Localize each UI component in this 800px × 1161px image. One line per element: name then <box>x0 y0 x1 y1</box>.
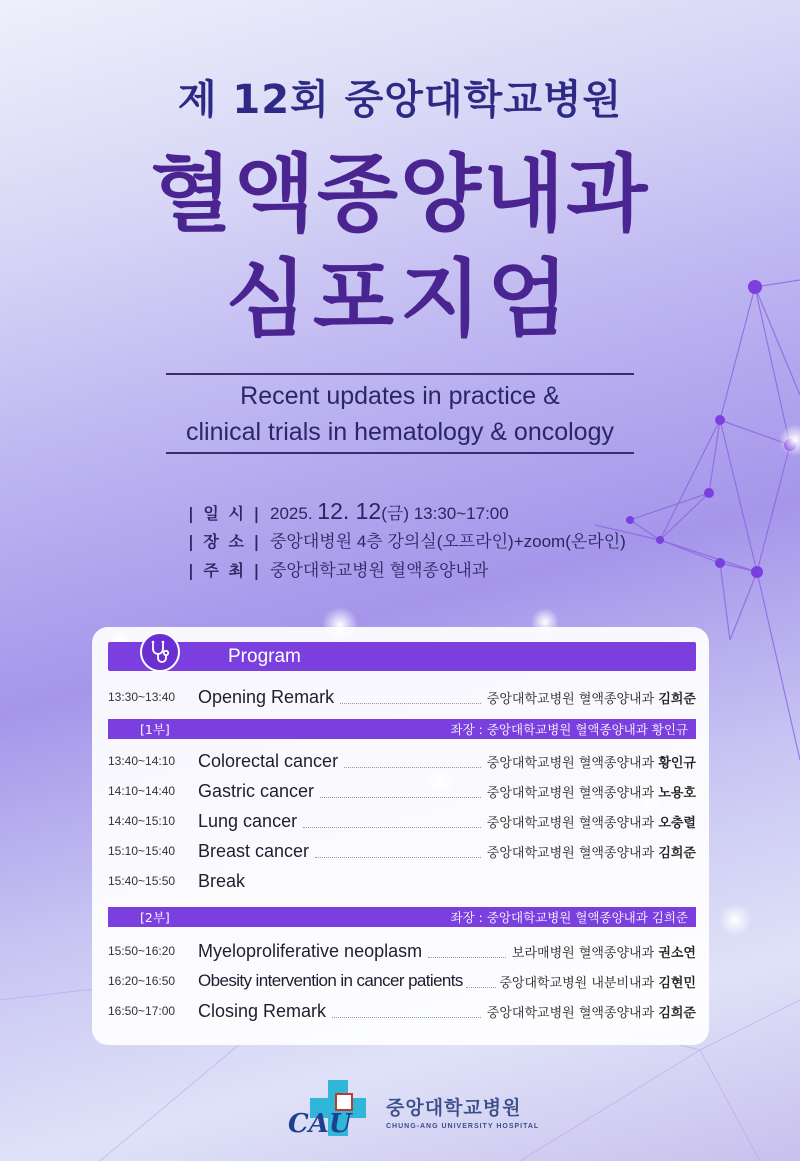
leader-dots <box>466 975 497 988</box>
session-1-chair: 좌장 : 중앙대학교병원 혈액종양내과 황인규 <box>450 722 688 737</box>
row-time: 13:30~13:40 <box>108 690 176 704</box>
date-value <box>270 498 509 525</box>
row-time: 16:20~16:50 <box>108 974 176 988</box>
subtitle <box>0 378 800 450</box>
date-day: 12. 12 <box>317 498 382 524</box>
row-speaker: 중앙대학교병원 내분비내과 김현민 <box>499 975 696 991</box>
row-speaker: 보라매병원 혈액종양내과 권소연 <box>511 945 696 961</box>
event-info <box>188 498 626 585</box>
stethoscope-icon <box>140 632 180 672</box>
leader-dots <box>344 755 481 768</box>
date-year: 2025. <box>270 504 313 523</box>
row-topic: Obesity intervention in cancer patients <box>198 971 463 990</box>
title-divider-top <box>166 373 634 375</box>
date-row <box>188 498 626 527</box>
row-topic: Opening Remark <box>198 686 335 707</box>
leader-dots <box>315 845 481 858</box>
hospital-name-korean: 중앙대학교병원 <box>386 1097 522 1119</box>
session-1-header <box>108 719 696 739</box>
program-card <box>92 627 709 1045</box>
row-speaker: 중앙대학교병원 혈액종양내과 김희준 <box>486 691 696 707</box>
session-2-chair: 좌장 : 중앙대학교병원 혈액종양내과 김희준 <box>450 910 688 925</box>
program-row <box>108 749 696 773</box>
hospital-name <box>386 1093 539 1130</box>
place-label: | 장 소 | <box>188 532 262 551</box>
row-time: 13:40~14:10 <box>108 754 176 768</box>
program-row <box>108 839 696 863</box>
row-topic: Myeloproliferative neoplasm <box>198 940 423 961</box>
program-row <box>108 809 696 833</box>
department-title: 혈액종양내과 <box>150 145 650 243</box>
program-row-opening <box>108 685 696 709</box>
date-time: (금) 13:30~17:00 <box>381 504 509 523</box>
row-topic: Colorectal cancer <box>198 750 339 771</box>
row-topic: Closing Remark <box>198 1000 327 1021</box>
host-row <box>188 556 626 585</box>
place-row <box>188 527 626 556</box>
row-topic: Breast cancer <box>198 840 310 861</box>
row-topic: Lung cancer <box>198 810 298 831</box>
program-row <box>108 939 696 963</box>
session-1-label: [1부] <box>140 722 170 737</box>
row-time: 16:50~17:00 <box>108 1004 176 1018</box>
row-topic: Gastric cancer <box>198 780 315 801</box>
symposium-title: 심포지엄 <box>225 250 575 348</box>
place-value: 중앙대병원 4층 강의실(오프라인)+zoom(온라인) <box>270 532 626 551</box>
session-2-header <box>108 907 696 927</box>
subtitle-line-2: clinical trials in hematology & oncology <box>186 418 614 446</box>
row-time: 15:40~15:50 <box>108 874 176 888</box>
leader-dots <box>320 785 481 798</box>
leader-dots <box>428 945 506 958</box>
program-title: Program <box>228 646 301 667</box>
row-topic: Break <box>198 870 246 891</box>
hospital-name-english: CHUNG-ANG UNIVERSITY HOSPITAL <box>386 1123 540 1130</box>
date-label: | 일 시 | <box>188 504 262 523</box>
row-speaker: 중앙대학교병원 혈액종양내과 황인규 <box>486 755 696 771</box>
row-speaker: 중앙대학교병원 혈액종양내과 김희준 <box>486 1005 696 1021</box>
row-time: 14:10~14:40 <box>108 784 176 798</box>
leader-dots <box>303 815 481 828</box>
leader-dots <box>332 1005 481 1018</box>
row-speaker: 중앙대학교병원 혈액종양내과 노용호 <box>486 785 696 801</box>
title-divider-bottom <box>166 452 634 454</box>
program-row-break <box>108 869 696 893</box>
row-speaker: 중앙대학교병원 혈액종양내과 오충렬 <box>486 815 696 831</box>
leader-dots <box>340 691 481 704</box>
program-row <box>108 969 696 993</box>
program-header <box>108 642 696 671</box>
row-time: 14:40~15:10 <box>108 814 176 828</box>
event-edition-title: 제 12회 중앙대학교병원 <box>177 77 623 123</box>
cau-logo-mark <box>288 1080 383 1140</box>
program-row-closing <box>108 999 696 1023</box>
subtitle-line-1: Recent updates in practice & <box>240 382 560 410</box>
host-value: 중앙대학교병원 혈액종양내과 <box>270 561 489 580</box>
row-time: 15:50~16:20 <box>108 944 176 958</box>
program-row <box>108 779 696 803</box>
session-2-label: [2부] <box>140 910 170 925</box>
host-label: | 주 최 | <box>188 561 262 580</box>
row-speaker: 중앙대학교병원 혈액종양내과 김희준 <box>486 845 696 861</box>
row-time: 15:10~15:40 <box>108 844 176 858</box>
logo-mark-text: CAU <box>288 1109 352 1139</box>
